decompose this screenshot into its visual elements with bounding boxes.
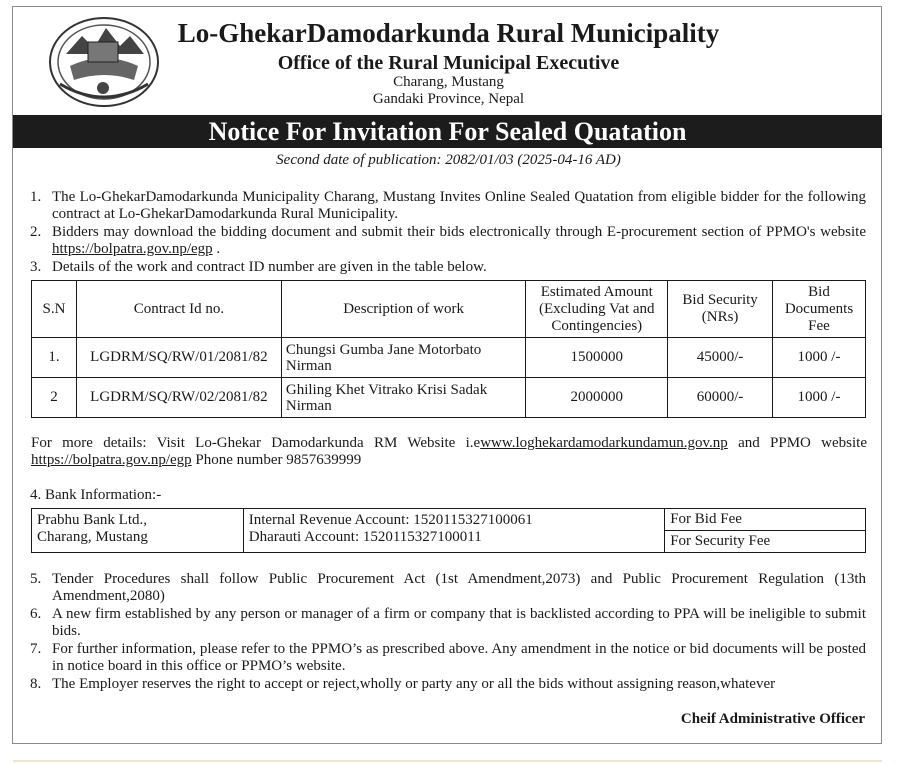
cell-amount: 2000000 <box>526 378 668 418</box>
table-row <box>32 338 866 378</box>
point-text: The Employer reserves the right to accept or reject,wholly or party any or all the bids without assigning reason,whatever <box>52 676 776 692</box>
publication-date: Second date of publication: 2082/01/03 (2025-04-16 AD) <box>276 152 621 168</box>
point-number: 5. <box>30 571 42 587</box>
dharauti-account: Dharauti Account: 1520115327100011 <box>248 529 482 545</box>
address-line-1: Charang, Mustang <box>393 74 504 90</box>
header-contract-id: Contract Id no. <box>76 281 281 338</box>
cell-sn: 2 <box>32 378 77 418</box>
header-sn: S.N <box>32 281 77 338</box>
header-bid-security: Bid Security (NRs) <box>668 281 773 338</box>
point-text: The Lo-GhekarDamodarkunda Municipality Charang, Mustang Invites Online Sealed Quatation from eligible bidder for the following contract at Lo-GhekarDamodarkunda Rural Municipality. <box>52 189 866 222</box>
notice-title-banner: Notice For Invitation For Sealed Quatation <box>13 115 882 148</box>
point-8 <box>30 676 866 693</box>
point-text: Tender Procedures shall follow Public Procurement Act (1st Amendment,2073) and Public Procurement Regulation (13th Amendment,2080) <box>52 571 866 604</box>
signature: Cheif Administrative Officer <box>680 711 865 727</box>
bank-name: Prabhu Bank Ltd., <box>37 512 147 528</box>
point-number: 3. <box>30 259 42 275</box>
bolpatra-link[interactable]: https://bolpatra.gov.np/egp <box>52 241 213 257</box>
table-header-row <box>32 281 866 338</box>
point-number: 7. <box>30 641 42 657</box>
point-2 <box>30 224 866 258</box>
point-number: 1. <box>30 189 42 205</box>
more-details: For more details: Visit Lo-Ghekar Damodarkunda RM Website i.ewww.loghekardamodarkundamun.gov.np and PPMO website https://bolpatra.gov.np/egp Phone number 9857639999 <box>31 435 867 468</box>
point-number: 2. <box>30 224 42 240</box>
cell-contract-id: LGDRM/SQ/RW/02/2081/82 <box>76 378 281 418</box>
cell-sn: 1. <box>32 338 77 378</box>
cell-fee: 1000 /- <box>773 338 866 378</box>
contract-table <box>31 280 866 418</box>
office-title: Office of the Rural Municipal Executive <box>277 52 620 74</box>
point-5 <box>30 571 866 605</box>
cell-security: 60000/- <box>668 378 773 418</box>
point-7 <box>30 641 866 675</box>
bottom-divider <box>13 760 882 762</box>
cell-security: 45000/- <box>668 338 773 378</box>
bank-name-cell <box>32 509 244 553</box>
header-bid-fee: Bid Documents Fee <box>773 281 866 338</box>
address-line-2: Gandaki Province, Nepal <box>372 91 525 107</box>
point-text: Bidders may download the bidding document and submit their bids electronically through E-procurement section of PPMO's website https://bolpatra.gov.np/egp . <box>52 224 866 257</box>
point-text: Details of the work and contract ID number are given in the table below. <box>52 259 487 275</box>
bank-heading: 4. Bank Information:- <box>30 487 162 503</box>
cell-description: Chungsi Gumba Jane Motorbato Nirman <box>281 338 525 378</box>
bank-row <box>32 509 866 531</box>
point-3 <box>30 259 866 276</box>
table-row <box>32 378 866 418</box>
cell-amount: 1500000 <box>526 338 668 378</box>
purpose-security-fee: For Security Fee <box>665 531 866 553</box>
point-text: For further information, please refer to the PPMO’s as prescribed above. Any amendment in the notice or bid documents will be posted in notice board in this office or PPMO’s website. <box>52 641 866 674</box>
purpose-bid-fee: For Bid Fee <box>665 509 866 531</box>
point-1 <box>30 189 866 223</box>
bank-table <box>31 508 866 553</box>
municipality-website-link[interactable]: www.loghekardamodarkundamun.gov.np <box>480 435 728 451</box>
cell-contract-id: LGDRM/SQ/RW/01/2081/82 <box>76 338 281 378</box>
bank-place: Charang, Mustang <box>37 529 148 545</box>
header-description: Description of work <box>281 281 525 338</box>
municipality-title: Lo-GhekarDamodarkunda Rural Municipality <box>177 18 720 48</box>
ppmo-link[interactable]: https://bolpatra.gov.np/egp <box>31 452 192 468</box>
point-6 <box>30 606 866 640</box>
cell-fee: 1000 /- <box>773 378 866 418</box>
revenue-account: Internal Revenue Account: 1520115327100061 <box>248 512 533 528</box>
cell-description: Ghiling Khet Vitrako Krisi Sadak Nirman <box>281 378 525 418</box>
point-number: 6. <box>30 606 42 622</box>
bank-accounts-cell <box>243 509 664 553</box>
header-estimated-amount: Estimated Amount (Excluding Vat and Contingencies) <box>526 281 668 338</box>
point-text: A new firm established by any person or manager of a firm or company that is backlisted according to PPA will be ineligible to submit bids. <box>52 606 866 639</box>
point-number: 8. <box>30 676 42 692</box>
